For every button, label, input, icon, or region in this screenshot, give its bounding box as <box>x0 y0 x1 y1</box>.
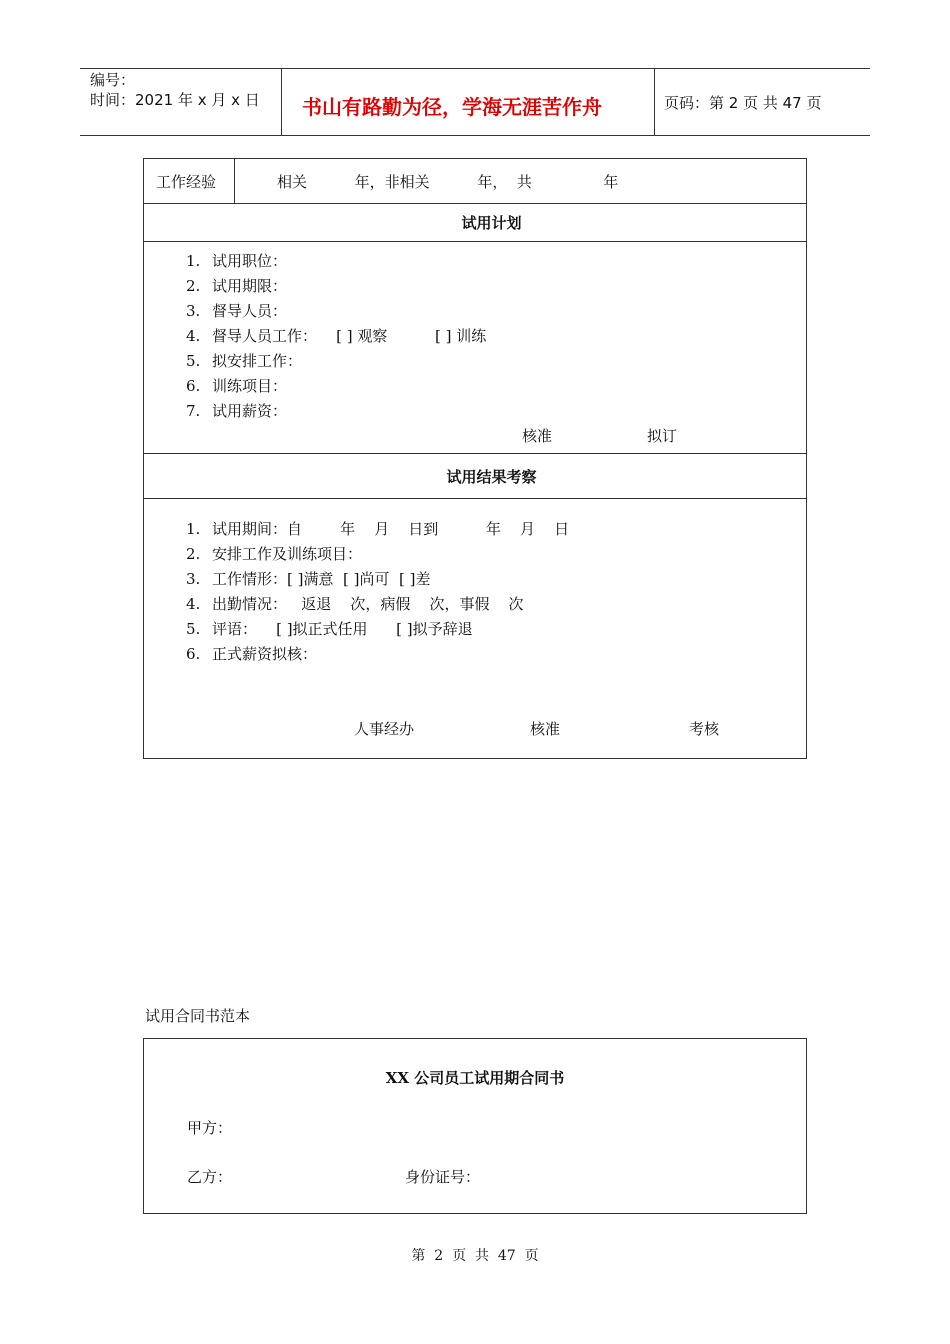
trial-result-item <box>186 519 569 539</box>
contract-title: XX 公司员工试用期合同书 <box>385 1069 565 1087</box>
header-time-label: 时间：2021 年 x 月 x 日 <box>90 91 260 109</box>
item-number: 4. <box>186 595 201 613</box>
row-divider <box>143 203 807 204</box>
work-experience-label: 工作经验 <box>156 173 217 191</box>
work-experience-divider <box>234 158 235 203</box>
contract-party-b: 乙方： <box>187 1168 233 1186</box>
trial-plan-approve-sign: 核准 <box>522 427 553 445</box>
item-text: 督导人员： <box>212 302 288 320</box>
header-number-label: 编号： <box>90 71 136 89</box>
trial-result-item <box>186 569 431 589</box>
contract-section-label: 试用合同书范本 <box>145 1007 251 1025</box>
contract-party-a: 甲方： <box>187 1119 233 1137</box>
item-text: 试用职位： <box>212 252 288 270</box>
row-divider <box>143 498 807 499</box>
trial-plan-item <box>186 351 302 371</box>
trial-result-item <box>186 619 473 639</box>
item-number: 3. <box>186 302 201 320</box>
trial-result-hr-sign: 人事经办 <box>354 720 415 738</box>
trial-plan-item <box>186 276 287 296</box>
trial-plan-draft-sign: 拟订 <box>647 427 678 445</box>
trial-plan-item <box>186 376 287 396</box>
header-divider-2 <box>654 68 655 136</box>
trial-result-approve-sign: 核准 <box>530 720 561 738</box>
contract-id-number: 身份证号： <box>405 1168 481 1186</box>
item-number: 1. <box>186 252 201 270</box>
trial-plan-item <box>186 326 486 346</box>
item-number: 5. <box>186 620 201 638</box>
item-text: 评语： [ ]拟正式任用 [ ]拟予辞退 <box>212 620 473 638</box>
item-text: 试用期限： <box>212 277 288 295</box>
row-divider <box>143 241 807 242</box>
trial-plan-item <box>186 301 287 321</box>
page-footer: 第 2 页 共 47 页 <box>411 1248 539 1264</box>
contract-box <box>143 1038 807 1214</box>
item-text: 拟安排工作： <box>212 352 303 370</box>
item-number: 2. <box>186 277 201 295</box>
trial-result-item <box>186 644 317 664</box>
item-text: 督导人员工作： [ ] 观察 [ ] 训练 <box>212 327 487 345</box>
header-top-rule <box>80 68 870 69</box>
item-text: 安排工作及训练项目： <box>212 545 363 563</box>
item-number: 2. <box>186 545 201 563</box>
header-motto: 书山有路勤为径，学海无涯苦作舟 <box>302 95 602 119</box>
item-number: 6. <box>186 377 201 395</box>
trial-form-table <box>143 158 807 759</box>
item-number: 7. <box>186 402 201 420</box>
work-experience-value: 相关 年，非相关 年， 共 年 <box>277 173 619 191</box>
header-bottom-rule <box>80 135 870 136</box>
item-number: 6. <box>186 645 201 663</box>
item-text: 训练项目： <box>212 377 288 395</box>
item-number: 1. <box>186 520 201 538</box>
item-text: 出勤情况： 返退 次，病假 次，事假 次 <box>212 595 524 613</box>
trial-result-item <box>186 594 524 614</box>
trial-plan-title: 试用计划 <box>461 214 522 232</box>
trial-result-title: 试用结果考察 <box>446 468 537 486</box>
item-number: 4. <box>186 327 201 345</box>
item-text: 正式薪资拟核： <box>212 645 318 663</box>
trial-plan-item <box>186 401 287 421</box>
row-divider <box>143 453 807 454</box>
header-page-label: 页码：第 2 页 共 47 页 <box>664 94 822 112</box>
item-text: 试用薪资： <box>212 402 288 420</box>
trial-plan-item <box>186 251 287 271</box>
item-number: 5. <box>186 352 201 370</box>
trial-result-review-sign: 考核 <box>689 720 720 738</box>
trial-result-item <box>186 544 362 564</box>
item-text: 试用期间：自 年 月 日到 年 月 日 <box>212 520 570 538</box>
item-text: 工作情形：[ ]满意 [ ]尚可 [ ]差 <box>212 570 431 588</box>
item-number: 3. <box>186 570 201 588</box>
header-divider-1 <box>281 68 282 136</box>
